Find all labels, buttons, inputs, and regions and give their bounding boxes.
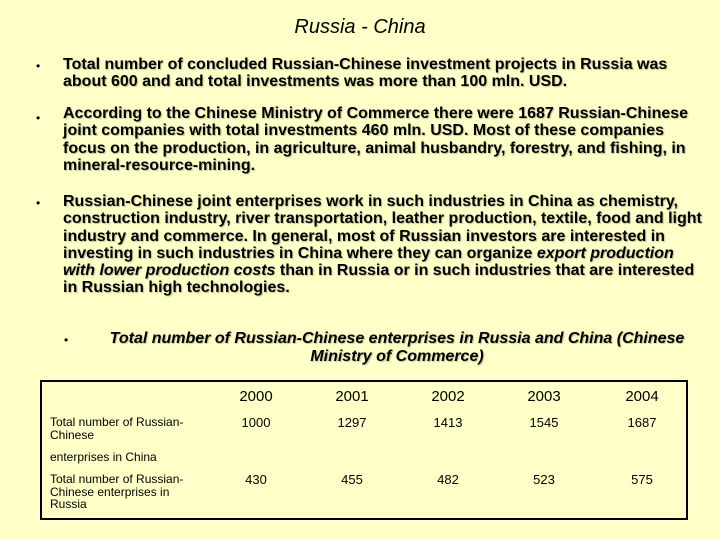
table-cell: 430: [245, 472, 267, 487]
bullet-marker: •: [36, 111, 41, 125]
year-header: 2001: [335, 388, 369, 405]
table-cell: 575: [631, 472, 653, 487]
paragraph-joint-enterprises-part2: than in Russia or in such industries that are interested in Russian high technologies.: [63, 262, 695, 297]
table-cell: 455: [341, 472, 363, 487]
table-cell: 1545: [529, 415, 559, 430]
table-caption: Total number of Russian-Chinese enterprises in Russia and China (Chinese Ministry of Commerce): [109, 330, 685, 365]
table-cell: 523: [533, 472, 555, 487]
year-header: 2002: [431, 388, 465, 405]
table-cell: 482: [437, 472, 459, 487]
table-cell: 1000: [241, 415, 271, 430]
paragraph-joint-enterprises-part1: Russian-Chinese joint enterprises work in such industries in China as chemistry, construction industry, river transportation, leather production, textile, food and light industry and commerce. In general, most of Russian investors are interested in investing in such industries in China where they can organize: [63, 193, 702, 262]
year-header: 2004: [625, 388, 659, 405]
row-label-russia: Total number of Russian-Chinese enterprises in Russia: [50, 472, 184, 511]
slide-title: Russia - China: [294, 16, 426, 38]
table-cell: 1413: [433, 415, 463, 430]
paragraph-joint-enterprises: [63, 193, 703, 297]
paragraph-joint-companies: According to the Chinese Ministry of Commerce there were 1687 Russian-Chinese joint companies with total investments 460 mln. USD. Most of these companies focus on the production, in agriculture, animal husbandry, forestry, and fishing, in mineral-resource-mining.: [63, 105, 689, 174]
year-header: 2003: [527, 388, 561, 405]
bullet-marker: •: [64, 333, 69, 347]
bullet-marker: •: [36, 196, 41, 210]
paragraph-investment-projects: Total number of concluded Russian-Chinese investment projects in Russia was about 600 and and total investments was more than 100 mln. USD.: [63, 56, 668, 91]
bullet-marker: •: [36, 59, 41, 73]
table-cell: 1687: [627, 415, 657, 430]
paragraph-joint-enterprises-emphasis: export production with lower production costs: [63, 244, 674, 280]
row-label-china: Total number of Russian-Chinese: [50, 415, 184, 442]
table-cell: 1297: [337, 415, 367, 430]
year-header: 2000: [239, 388, 273, 405]
row-label-china-cont: enterprises in China: [50, 450, 157, 464]
